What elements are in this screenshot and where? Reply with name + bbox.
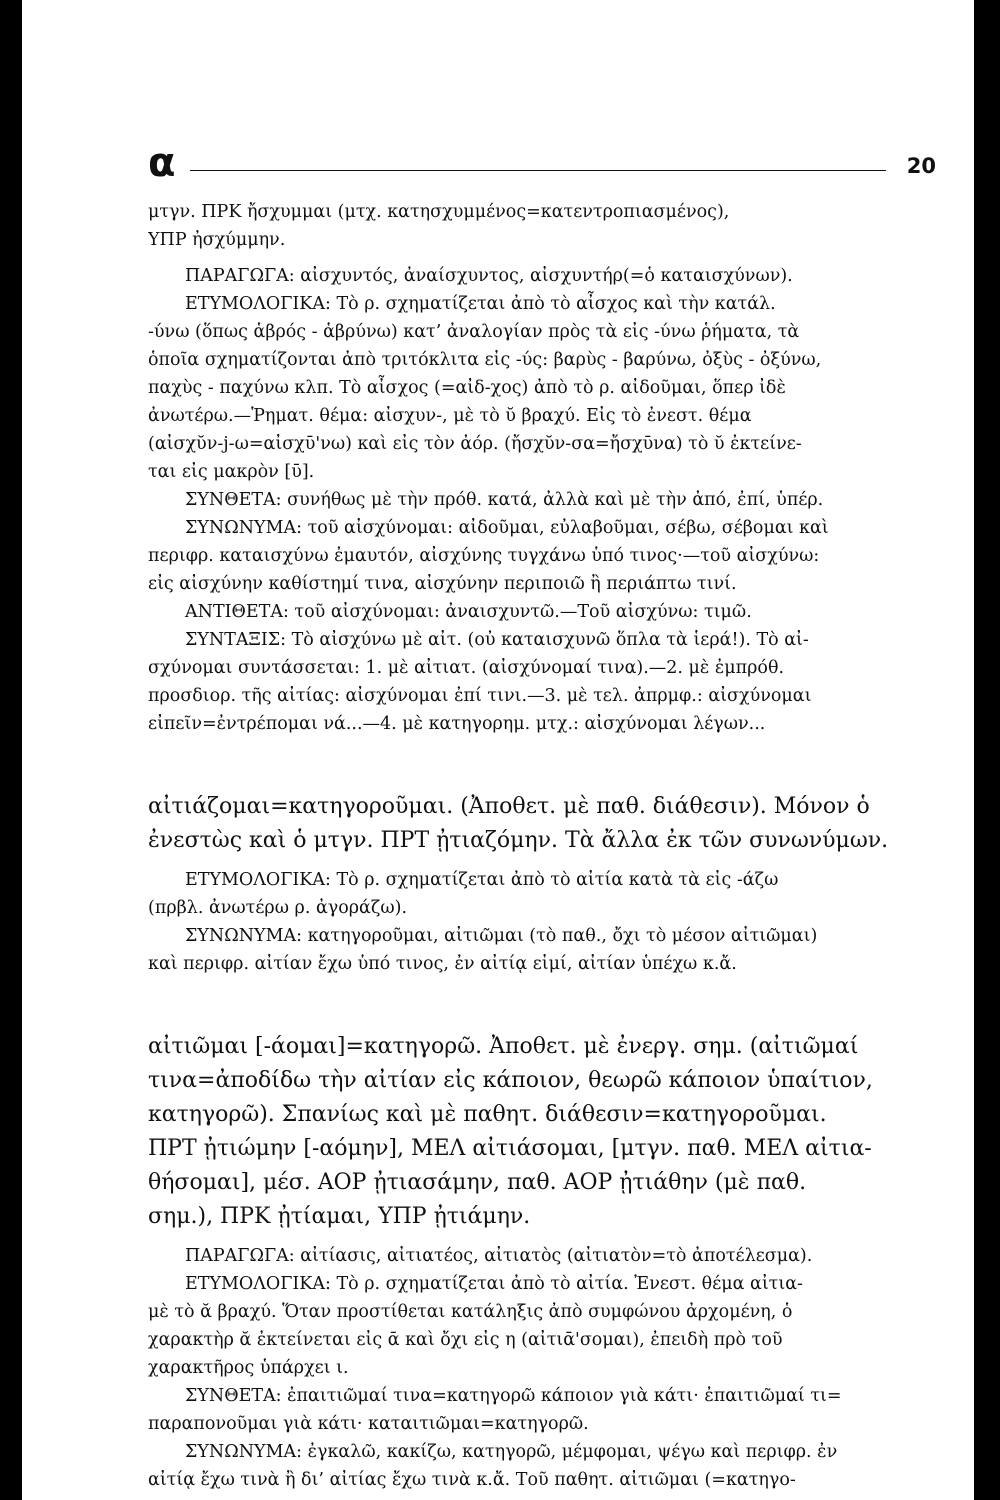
entry-aitiazomai bbox=[148, 790, 938, 978]
text-line: (αἰσχῠν-j-ω=αἰσχῡ'νω) καὶ εἰς τὸν ἀόρ. (ἤσχῠν-σα=ἤσχῡνα) τὸ ῠ ἐκτείνε- bbox=[148, 434, 802, 454]
header-rule bbox=[190, 170, 886, 171]
section-letter: α bbox=[148, 140, 176, 186]
page-body bbox=[148, 198, 938, 1494]
scan-border-left bbox=[0, 0, 22, 1500]
text-line: προσδιορ. τῆς αἰτίας: αἰσχύνομαι ἐπί τινι.—3. μὲ τελ. ἀπρμφ.: αἰσχύνομαι bbox=[148, 686, 812, 706]
text-line: ΣΥΝΘΕΤΑ: ἐπαιτιῶμαί τινα=κατηγορῶ κάποιον γιὰ κάτι· ἐπαιτιῶμαί τι= bbox=[185, 1386, 842, 1406]
text-line: χαρακτὴρ ᾰ ἐκτείνεται εἰς ᾱ καὶ ὄχι εἰς η (αἰτιᾱ'σομαι), ἐπειδὴ πρὸ τοῦ bbox=[148, 1330, 783, 1350]
text-line: ΠΑΡΑΓΩΓΑ: αἰσχυντός, ἀναίσχυντος, αἰσχυντήρ(=ὁ καταισχύνων). bbox=[185, 266, 793, 286]
entry-aitiomai bbox=[148, 1030, 938, 1494]
lemma-line: αἰτιῶμαι [-άομαι]=κατηγορῶ. Ἀποθετ. μὲ ἐνεργ. σημ. (αἰτιῶμαί bbox=[148, 1034, 859, 1059]
text-line: αἰτίᾳ ἔχω τινὰ ἢ δι’ αἰτίας ἔχω τινὰ κ.ἄ. Τοῦ παθητ. αἰτιῶμαι (=κατηγο- bbox=[148, 1470, 796, 1490]
entry-aischynomai-continuation bbox=[148, 198, 938, 738]
text-line: παραπονοῦμαι γιὰ κάτι· καταιτιῶμαι=κατηγορῶ. bbox=[148, 1414, 589, 1434]
text-line: περιφρ. καταισχύνω ἐμαυτόν, αἰσχύνης τυγχάνω ὑπό τινος·—τοῦ αἰσχύνω: bbox=[148, 546, 820, 566]
text-line: ΣΥΝΤΑΞΙΣ: Τὸ αἰσχύνω μὲ αἰτ. (οὐ καταισχυνῶ ὅπλα τὰ ἱερά!). Τὸ αἰ- bbox=[185, 630, 809, 650]
scan-border-right bbox=[974, 0, 1000, 1500]
text-line: ΕΤΥΜΟΛΟΓΙΚΑ: Τὸ ρ. σχηματίζεται ἀπὸ τὸ αἰτία. Ἐνεστ. θέμα αἰτια- bbox=[185, 1274, 803, 1294]
text-line: ται εἰς μακρὸν [ῡ]. bbox=[148, 462, 315, 482]
lemma-line: ΠΡΤ ᾐτιώμην [-αόμην], ΜΕΛ αἰτιάσομαι, [μτγν. παθ. ΜΕΛ αἰτια- bbox=[148, 1136, 872, 1161]
text-line: ΣΥΝΘΕΤΑ: συνήθως μὲ τὴν πρόθ. κατά, ἀλλὰ καὶ μὲ τὴν ἀπό, ἐπί, ὑπέρ. bbox=[185, 490, 824, 510]
lemma-line: θήσομαι], μέσ. ΑΟΡ ᾐτιασάμην, παθ. ΑΟΡ ᾐτιάθην (μὲ παθ. bbox=[148, 1170, 807, 1195]
text-line: ΠΑΡΑΓΩΓΑ: αἰτίασις, αἰτιατέος, αἰτιατὸς (αἰτιατὸν=τὸ ἀποτέλεσμα). bbox=[185, 1246, 813, 1266]
text-line: ΣΥΝΩΝΥΜΑ: τοῦ αἰσχύνομαι: αἰδοῦμαι, εὐλαβοῦμαι, σέβω, σέβομαι καὶ bbox=[185, 518, 829, 538]
text-line: ἀνωτέρω.—Ῥηματ. θέμα: αἰσχυν-, μὲ τὸ ῠ βραχύ. Εἰς τὸ ἐνεστ. θέμα bbox=[148, 406, 752, 426]
text-line: καὶ περιφρ. αἰτίαν ἔχω ὑπό τινος, ἐν αἰτίᾳ εἰμί, αἰτίαν ὑπέχω κ.ἄ. bbox=[148, 954, 737, 974]
text-line: εἰπεῖν=ἐντρέπομαι νά...—4. μὲ κατηγορημ. μτχ.: αἰσχύνομαι λέγων... bbox=[148, 714, 766, 734]
lemma-line: κατηγορῶ). Σπανίως καὶ μὲ παθητ. διάθεσιν=κατηγοροῦμαι. bbox=[148, 1102, 827, 1127]
text-line: μὲ τὸ ᾰ βραχύ. Ὅταν προστίθεται κατάληξις ἀπὸ συμφώνου ἀρχομένη, ὁ bbox=[148, 1302, 793, 1322]
lemma-line: τινα=ἀποδίδω τὴν αἰτίαν εἰς κάποιον, θεωρῶ κάποιον ὑπαίτιον, bbox=[148, 1068, 873, 1093]
text-line: σχύνομαι συντάσσεται: 1. μὲ αἰτιατ. (αἰσχύνομαί τινα).—2. μὲ ἐμπρόθ. bbox=[148, 658, 785, 678]
text-line: ΥΠΡ ἠσχύμμην. bbox=[148, 230, 286, 250]
text-line: ὁποῖα σχηματίζονται ἀπὸ τριτόκλιτα εἰς -ύς: βαρὺς - βαρύνω, ὀξὺς - ὀξύνω, bbox=[148, 350, 822, 370]
text-line: παχὺς - παχύνω κλπ. Τὸ αἶσχος (=αἰδ-χος) ἀπὸ τὸ ρ. αἰδοῦμαι, ὅπερ ἰδὲ bbox=[148, 378, 786, 398]
lemma-line: σημ.), ΠΡΚ ᾐτίαμαι, ΥΠΡ ᾐτιάμην. bbox=[148, 1204, 531, 1229]
text-line: εἰς αἰσχύνην καθίστημί τινα, αἰσχύνην περιποιῶ ἢ περιάπτω τινί. bbox=[148, 574, 737, 594]
text-line: μτγν. ΠΡΚ ἤσχυμμαι (μτχ. κατησχυμμένος=κατεντροπιασμένος), bbox=[148, 202, 730, 222]
text-line: (πρβλ. ἀνωτέρω ρ. ἀγοράζω). bbox=[148, 898, 408, 918]
text-line: ΣΥΝΩΝΥΜΑ: ἐγκαλῶ, κακίζω, κατηγορῶ, μέμφομαι, ψέγω καὶ περιφρ. ἐν bbox=[185, 1442, 838, 1462]
page-number: 20 bbox=[906, 154, 936, 178]
lemma-line: αἰτιάζομαι=κατηγοροῦμαι. (Ἀποθετ. μὲ παθ. διάθεσιν). Μόνον ὁ bbox=[148, 794, 870, 819]
text-line: ΑΝΤΙΘΕΤΑ: τοῦ αἰσχύνομαι: ἀναισχυντῶ.—Τοῦ αἰσχύνω: τιμῶ. bbox=[185, 602, 752, 622]
text-line: -ύνω (ὅπως ἁβρός - ἁβρύνω) κατ’ ἀναλογίαν πρὸς τὰ εἰς -ύνω ῥήματα, τὰ bbox=[148, 322, 800, 342]
text-line: ΣΥΝΩΝΥΜΑ: κατηγοροῦμαι, αἰτιῶμαι (τὸ παθ., ὄχι τὸ μέσον αἰτιῶμαι) bbox=[185, 926, 818, 946]
text-line: χαρακτῆρος ὑπάρχει ι. bbox=[148, 1358, 349, 1378]
text-line: ΕΤΥΜΟΛΟΓΙΚΑ: Τὸ ρ. σχηματίζεται ἀπὸ τὸ αἰτία κατὰ τὰ εἰς -άζω bbox=[185, 870, 779, 890]
text-line: ΕΤΥΜΟΛΟΓΙΚΑ: Τὸ ρ. σχηματίζεται ἀπὸ τὸ αἶσχος καὶ τὴν κατάλ. bbox=[185, 294, 776, 314]
page-header bbox=[148, 140, 936, 194]
lemma-line: ἐνεστὼς καὶ ὁ μτγν. ΠΡΤ ᾐτιαζόμην. Τὰ ἄλλα ἐκ τῶν συνωνύμων. bbox=[148, 828, 889, 853]
